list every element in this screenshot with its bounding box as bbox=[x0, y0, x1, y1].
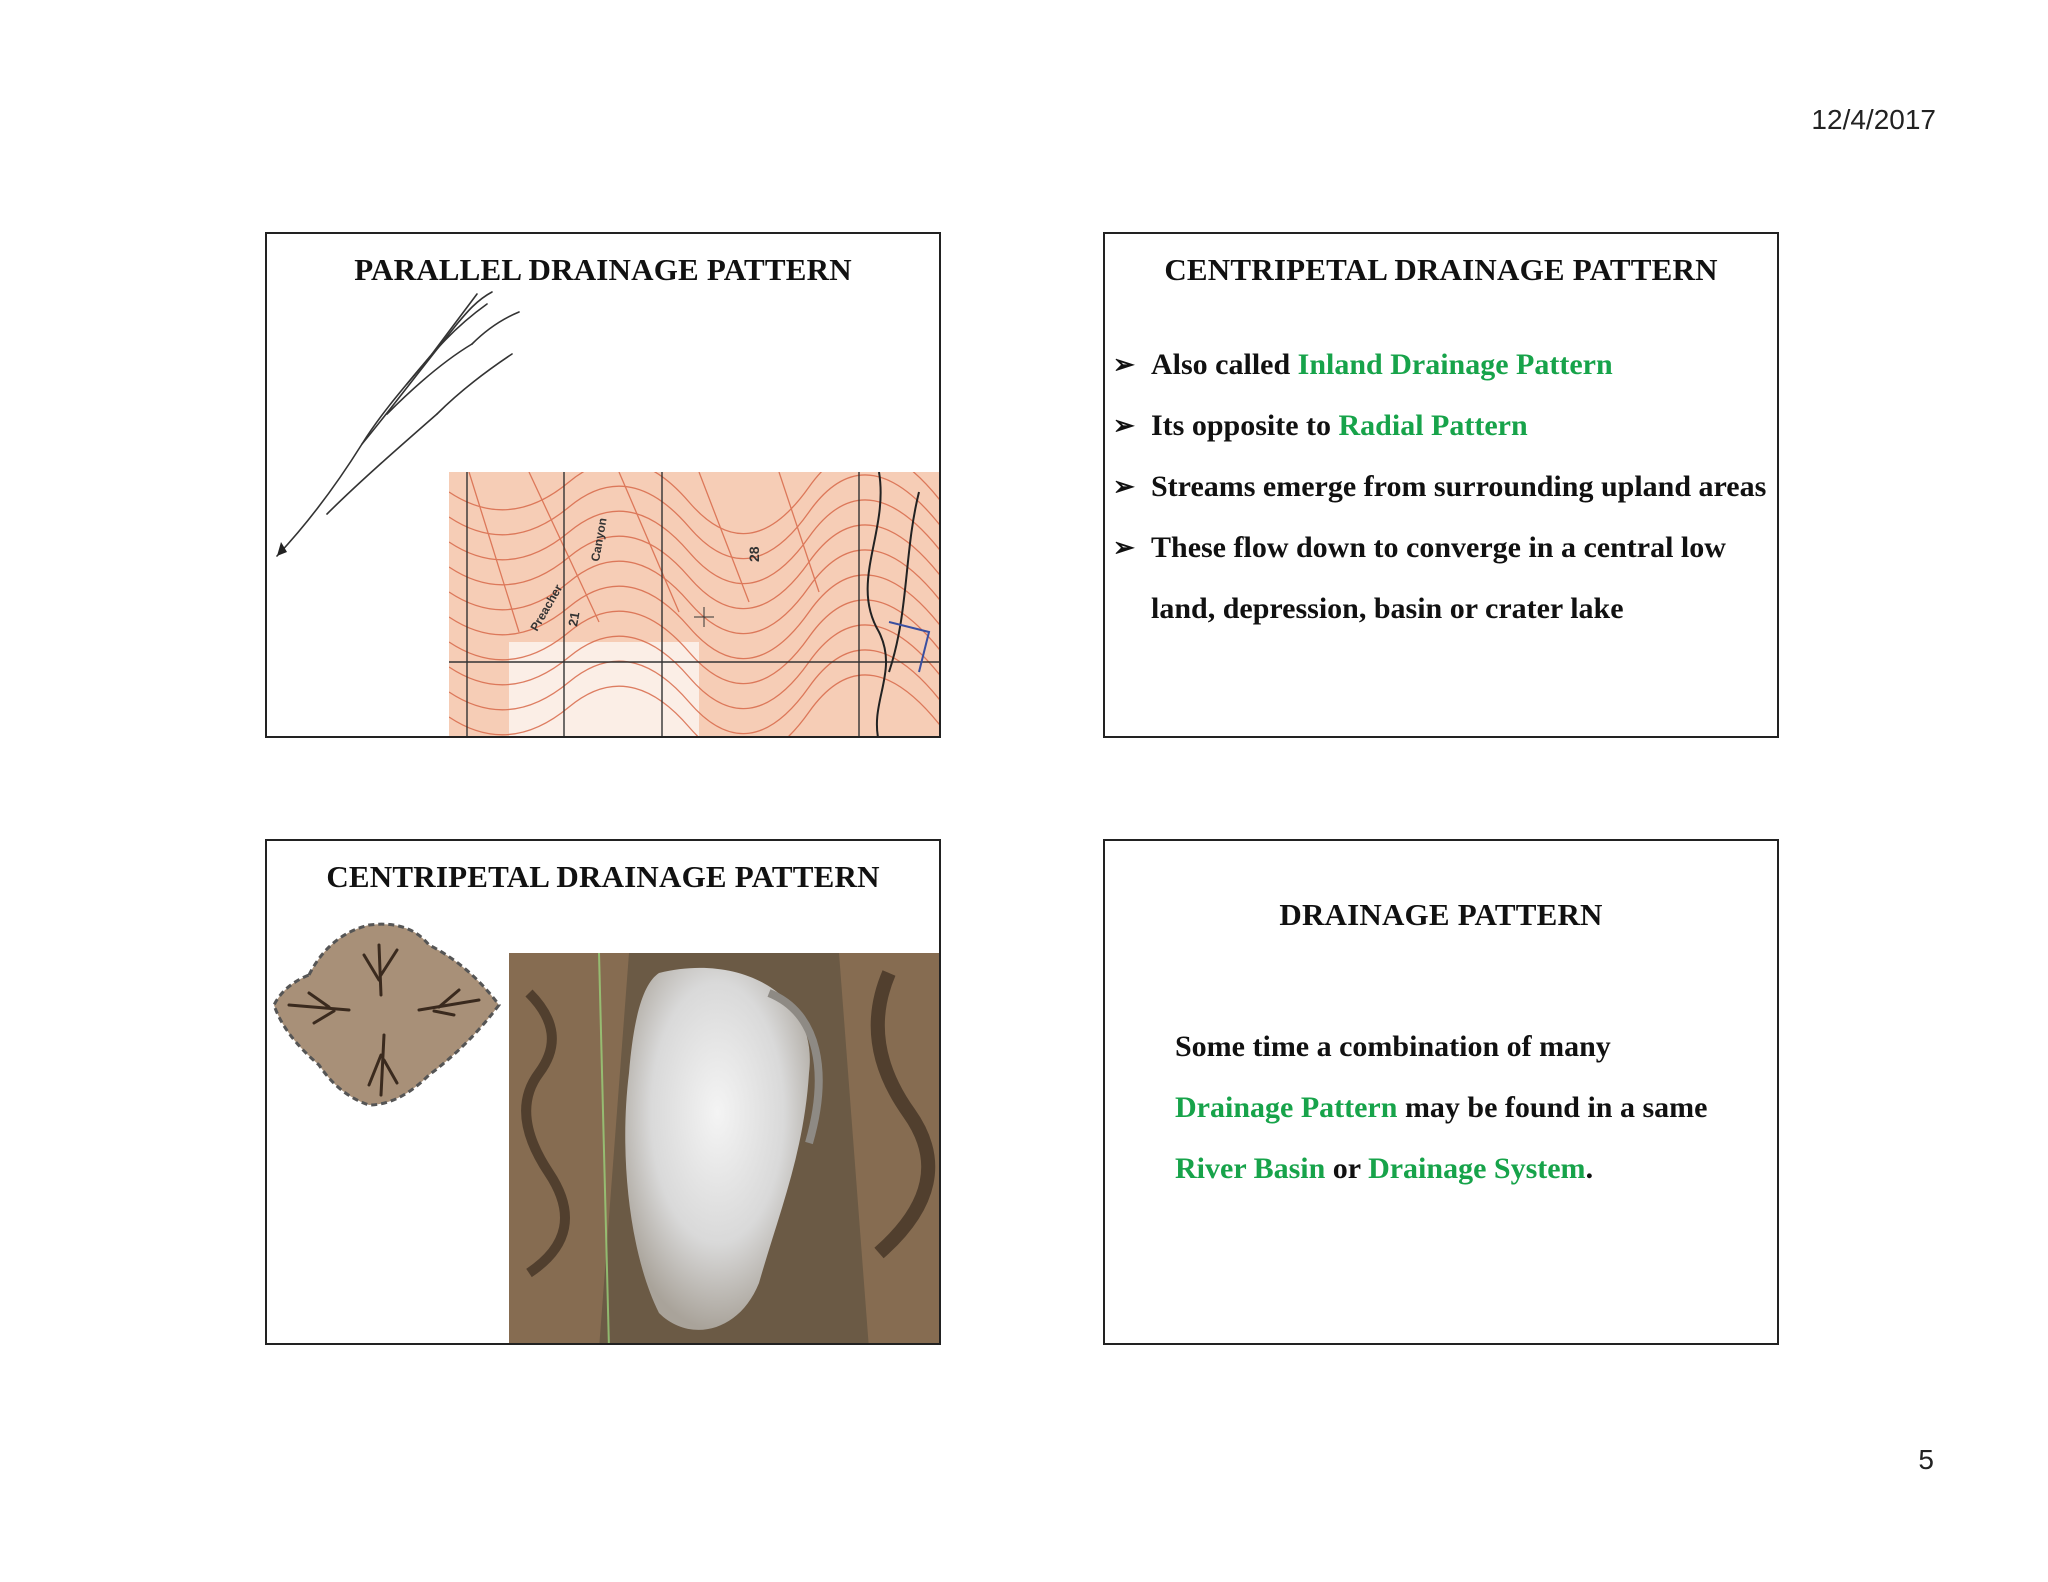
page-date: 12/4/2017 bbox=[1811, 104, 1936, 135]
slide-parallel-drainage bbox=[265, 232, 941, 738]
map-label: Preacher bbox=[527, 582, 566, 634]
bullet-item: ➢ Also called Inland Drainage Pattern bbox=[1113, 334, 1771, 395]
arrow-bullet-icon: ➢ bbox=[1113, 350, 1135, 379]
arrow-bullet-icon: ➢ bbox=[1113, 472, 1135, 501]
slide-title: PARALLEL DRAINAGE PATTERN bbox=[354, 252, 852, 287]
arrow-bullet-icon: ➢ bbox=[1113, 411, 1135, 440]
highlight-term: Drainage System bbox=[1368, 1152, 1586, 1185]
slide-title: DRAINAGE PATTERN bbox=[1279, 897, 1603, 932]
highlight-term: Drainage Pattern bbox=[1175, 1091, 1398, 1124]
slide-body-text: Some time a combination of many Drainage Pattern may be found in a same River Basin or Drainage System. bbox=[1175, 1030, 1708, 1185]
topographic-map-image bbox=[449, 472, 941, 738]
highlight-term: Inland Drainage Pattern bbox=[1297, 348, 1613, 381]
arrow-bullet-icon: ➢ bbox=[1113, 533, 1135, 562]
bullet-list bbox=[1113, 334, 1771, 639]
map-label: Canyon bbox=[588, 516, 610, 563]
page-number: 5 bbox=[1918, 1444, 1934, 1475]
salt-lake-satellite-image bbox=[509, 953, 941, 1345]
map-label: 21 bbox=[565, 610, 583, 628]
bullet-item: ➢ These flow down to converge in a central low land, depression, basin or crater lake bbox=[1113, 517, 1771, 639]
slide-title: CENTRIPETAL DRAINAGE PATTERN bbox=[326, 859, 880, 894]
highlight-term: Radial Pattern bbox=[1338, 409, 1528, 442]
slide-title: CENTRIPETAL DRAINAGE PATTERN bbox=[1164, 252, 1718, 287]
slide-drainage-pattern bbox=[1103, 839, 1779, 1345]
bullet-item: ➢ Its opposite to Radial Pattern bbox=[1113, 395, 1771, 456]
bullet-item: ➢ Streams emerge from surrounding upland areas bbox=[1113, 456, 1771, 517]
map-label: 28 bbox=[746, 546, 762, 562]
slide-centripetal-images bbox=[265, 839, 941, 1345]
highlight-term: River Basin bbox=[1175, 1152, 1326, 1185]
centripetal-basin-diagram bbox=[269, 915, 509, 1115]
slide-centripetal-bullets bbox=[1103, 232, 1779, 738]
